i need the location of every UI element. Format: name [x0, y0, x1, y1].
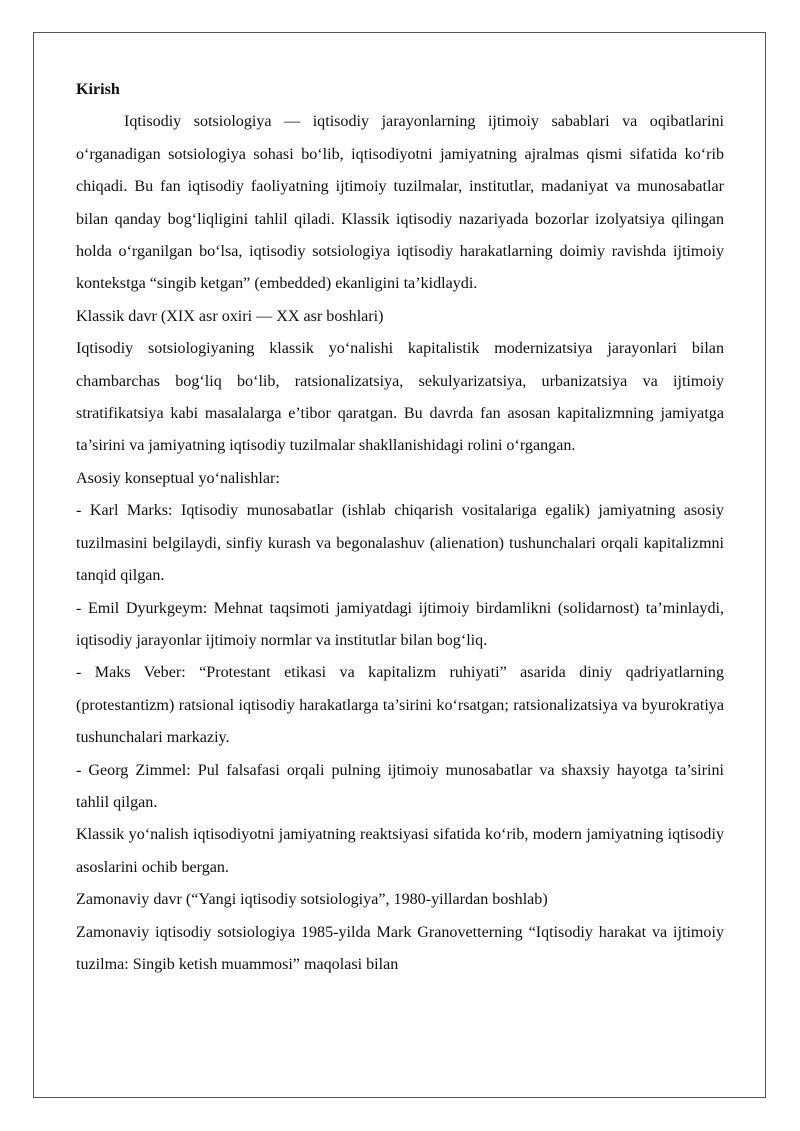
classical-summary-paragraph: Klassik yoʻnalish iqtisodiyotni jamiyatning reaktsiyasi sifatida koʻrib, modern jamiyatning iqtisodiy asoslarini ochib bergan.: [76, 826, 724, 876]
list-item-weber: - Maks Veber: “Protestant etikasi va kapitalizm ruhiyati” asarida diniy qadriyatlarning (protestantizm) ratsional iqtisodiy harakatlarga ta’sirini koʻrsatgan; ratsionalizatsiya va byurokratiya tushunchalari markaziy.: [76, 664, 724, 747]
modern-paragraph: Zamonaviy iqtisodiy sotsiologiya 1985-yilda Mark Granovetterning “Iqtisodiy harakat va ijtimoiy tuzilma: Singib ketish muammosi” maqolasi bilan: [76, 923, 724, 973]
list-item-simmel: - Georg Zimmel: Pul falsafasi orqali pulning ijtimoiy munosabatlar va shaxsiy hayotga ta’sirini tahlil qilgan.: [76, 761, 724, 811]
classical-paragraph: Iqtisodiy sotsiologiyaning klassik yoʻnalishi kapitalistik modernizatsiya jarayonlari bilan chambarchas bogʻliq boʻlib, ratsionalizatsiya, sekulyarizatsiya, urbanizatsiya va ijtimoiy stratifikatsiya kabi masalalarga e’tibor qaratgan. Bu davrda fan asosan kapitalizmning jamiyatga ta’sirini va jamiyatning iqtisodiy tuzilmalar shakllanishidagi rolini oʻrgangan.: [76, 340, 724, 455]
intro-paragraph: Iqtisodiy sotsiologiya — iqtisodiy jarayonlarning ijtimoiy sabablari va oqibatlarini oʻrganadigan sotsiologiya sohasi boʻlib, iqtisodiyotni jamiyatning ajralmas qismi sifatida koʻrib chiqadi. Bu fan iqtisodiy faoliyatning ijtimoiy tuzilmalar, institutlar, madaniyat va munosabatlar bilan qanday bogʻliqligini tahlil qiladi. Klassik iqtisodiy nazariyada bozorlar izolyatsiya qilingan holda oʻrganilgan boʻlsa, iqtisodiy sotsiologiya iqtisodiy harakatlarning doimiy ravishda ijtimoiy kontekstga “singib ketgan” (embedded) ekanligini ta’kidlaydi.: [76, 113, 724, 293]
list-item-durkheim: - Emil Dyurkgeym: Mehnat taqsimoti jamiyatdagi ijtimoiy birdamlikni (solidarnost) ta’minlaydi, iqtisodiy jarayonlar ijtimoiy normlar va institutlar bilan bogʻliq.: [76, 599, 724, 649]
subheading-key-directions: Asosiy konseptual yoʻnalishlar:: [76, 469, 280, 487]
list-item-marks: - Karl Marks: Iqtisodiy munosabatlar (ishlab chiqarish vositalariga egalik) jamiyatning asosiy tuzilmasini belgilaydi, sinfiy kurash va begonalashuv (alienation) tushunchalari orqali kapitalizmni tanqid qilgan.: [76, 502, 724, 585]
section-heading: Kirish: [76, 81, 120, 98]
document-body: [76, 74, 724, 981]
subheading-modern-period: Zamonaviy davr (“Yangi iqtisodiy sotsiologiya”, 1980-yillardan boshlab): [76, 891, 548, 909]
subheading-classical-period: Klassik davr (XIX asr oxiri — XX asr boshlari): [76, 307, 384, 325]
